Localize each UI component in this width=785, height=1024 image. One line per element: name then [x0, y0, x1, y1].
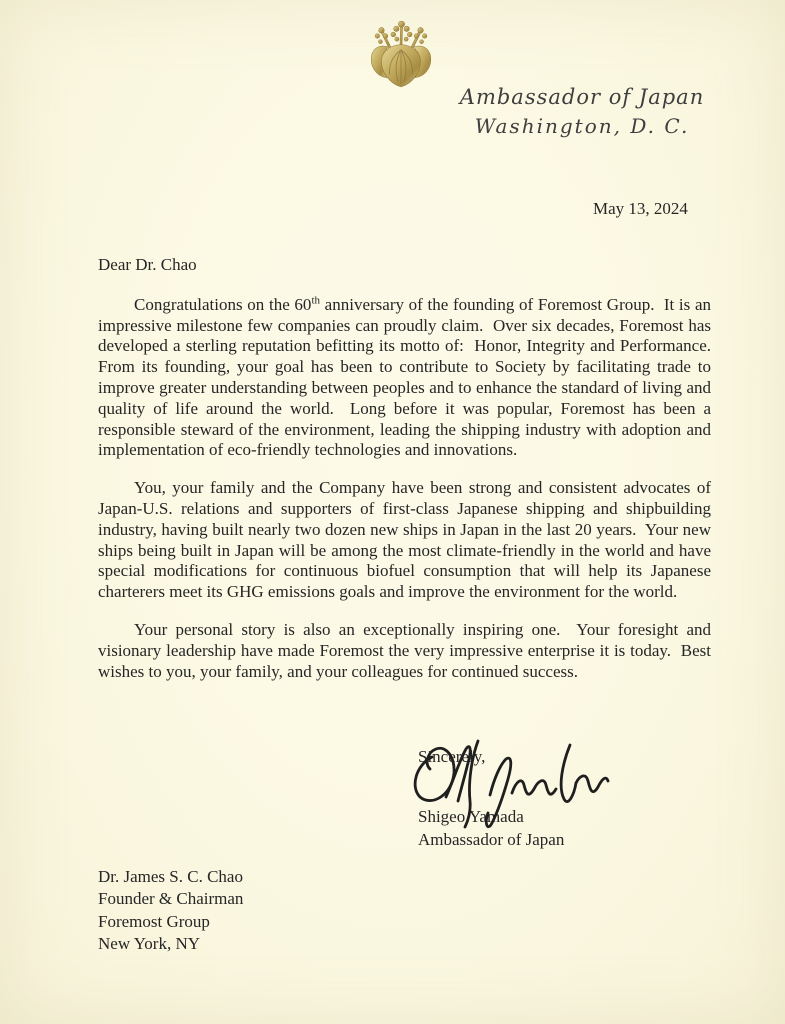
letterhead-location: Washington, D. C.: [474, 114, 690, 138]
paragraph-3: Your personal story is also an exceptionally inspiring one. Your foresight and visionary leadership have made Foremost the very impressive enterprise it is today. Best wishes to you, your family, and your colleagues for continued success.: [98, 619, 716, 681]
ordinal-superscript: th: [311, 294, 320, 307]
valediction: Sincerely,: [418, 747, 486, 766]
paragraph-1-text-rest: anniversary of the founding of Foremost Group. It is an impressive milestone few companies can proudly claim. Over six decades, Foremost has developed a sterling reputation befitting its motto of: Honor, Integrity and Performance. From its founding, your goal has been to contribute to Society by facilitating trade to improve greater understanding between peoples and to enhance the standard of living and quality of life around the world. Long before it was popular, Foremost has been a responsible steward of the environment, leading the shipping industry with adoption and implementation of eco-friendly technologies and innovations.: [98, 294, 720, 460]
paulownia-crest-icon: [369, 18, 433, 90]
paragraph-1-text-start: Congratulations on the 60: [134, 294, 312, 314]
letterhead-title: Ambassador of Japan: [459, 85, 705, 109]
salutation: Dear Dr. Chao: [98, 255, 197, 274]
signer-title: Ambassador of Japan: [418, 830, 565, 849]
paragraph-2: You, your family and the Company have been strong and consistent advocates of Japan-U.S. relations and supporters of first-class Japanese shipping and shipbuilding industry, having built nearly two dozen new ships in Japan in the last 20 years. Your new ships being built in Japan will be among the most climate-friendly in the world and have special modifications for continuous biofuel consumption that will help its Japanese charterers meet its GHG emissions goals and improve the environment for the world.: [98, 478, 716, 602]
recipient-company: Foremost Group: [98, 911, 210, 931]
paragraph-1: [98, 294, 720, 461]
signer-name: Shigeo Yamada: [418, 807, 524, 826]
letter-date: May 13, 2024: [593, 199, 688, 218]
letter-body: [98, 255, 720, 699]
recipient-city: New York, NY: [98, 933, 201, 953]
recipient-title: Founder & Chairman: [98, 889, 244, 909]
closing-block: [418, 746, 564, 851]
recipient-block: [98, 866, 243, 955]
letterhead: [432, 82, 732, 140]
recipient-name: Dr. James S. C. Chao: [98, 867, 243, 886]
